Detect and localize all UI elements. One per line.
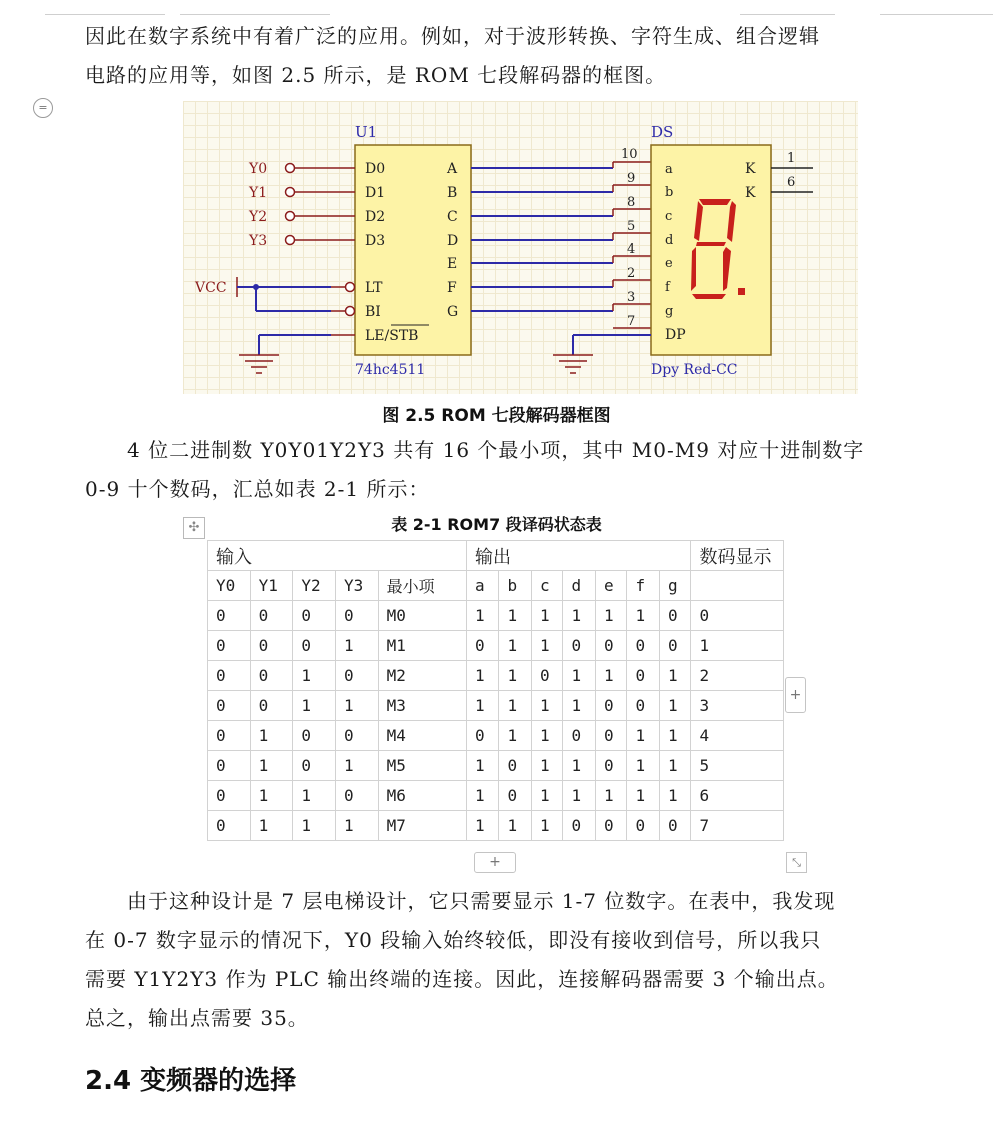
table-cell: 1 <box>499 811 532 841</box>
table-cell: M6 <box>378 781 466 811</box>
u1-pin-a: A <box>447 161 458 177</box>
ground-symbol-right <box>553 355 593 373</box>
u1-pin-lt: LT <box>365 280 383 296</box>
table-cell: 1 <box>563 751 596 781</box>
table-column-header: Y3 <box>335 571 378 601</box>
ds-pin-number: 7 <box>627 314 636 329</box>
table-cell: 1 <box>531 811 562 841</box>
table-cell: 1 <box>627 601 660 631</box>
table-cell: M0 <box>378 601 466 631</box>
paragraph-minterms <box>85 431 915 509</box>
add-column-button[interactable]: + <box>785 677 806 713</box>
u1-pin-d2: D2 <box>365 209 386 225</box>
table-cell: 1 <box>659 751 691 781</box>
table-cell: 0 <box>208 661 251 691</box>
table-column-header: d <box>563 571 596 601</box>
table-row <box>208 661 784 691</box>
table-cell: 0 <box>250 601 293 631</box>
table-cell: 0 <box>499 751 532 781</box>
table-row <box>208 781 784 811</box>
table-cell: 1 <box>293 811 336 841</box>
table-cell: 0 <box>466 721 499 751</box>
vcc-label: VCC <box>195 280 227 296</box>
figure-caption: 图 2.5 ROM 七段解码器框图 <box>382 406 611 426</box>
u1-pin-d1: D1 <box>365 185 386 201</box>
decoder-state-table <box>207 540 784 841</box>
u1-pin-g: G <box>447 304 459 320</box>
table-cell: M1 <box>378 631 466 661</box>
signal-label-y2: Y2 <box>249 209 268 225</box>
table-cell: 0 <box>531 661 562 691</box>
table-cell: 1 <box>499 601 532 631</box>
table-cell: 1 <box>595 781 626 811</box>
u1-pin-d3: D3 <box>365 233 386 249</box>
table-cell: 0 <box>293 751 336 781</box>
table-cell: 0 <box>250 631 293 661</box>
u1-pin-d0: D0 <box>365 161 386 177</box>
u1-pin-d: D <box>447 233 459 249</box>
table-cell: 0 <box>563 721 596 751</box>
table-group-header-row <box>208 541 784 571</box>
table-cell: 0 <box>208 631 251 661</box>
table-cell: 0 <box>563 811 596 841</box>
table-cell: 1 <box>250 721 293 751</box>
ds-pin-number: 8 <box>627 195 636 210</box>
table-cell: 1 <box>563 661 596 691</box>
table-row <box>208 691 784 721</box>
table-cell: 1 <box>595 661 626 691</box>
add-row-button[interactable]: + <box>474 852 516 873</box>
ds-pin-number: 9 <box>627 171 636 186</box>
table-cell: 1 <box>466 661 499 691</box>
margin-comment-icon[interactable]: = <box>33 98 53 118</box>
paragraph-line: 在 0-7 数字显示的情况下，Y0 段输入始终较低，即没有接收到信号，所以我只 <box>85 928 822 952</box>
group-header-output: 输出 <box>466 541 691 571</box>
table-cell: 1 <box>250 751 293 781</box>
paragraph-line: 因此在数字系统中有着广泛的应用。例如，对于波形转换、字符生成、组合逻辑 <box>85 24 820 48</box>
table-cell: 0 <box>627 631 660 661</box>
paragraph-line: 4 位二进制数 Y0Y01Y2Y3 共有 16 个最小项，其中 M0-M9 对应十进制数字 <box>127 438 865 462</box>
table-cell: M7 <box>378 811 466 841</box>
u1-pin-f: F <box>447 280 457 296</box>
table-cell: 1 <box>691 631 784 661</box>
group-header-input: 输入 <box>208 541 467 571</box>
ds-pin-dp: DP <box>665 327 686 343</box>
table-column-header: a <box>466 571 499 601</box>
ds-pin-g: g <box>665 304 674 319</box>
table-cell: 0 <box>293 721 336 751</box>
signal-label-y3: Y3 <box>249 233 268 249</box>
table-cell: 1 <box>531 601 562 631</box>
ds-ref-label: DS <box>651 123 674 141</box>
table-cell: 3 <box>691 691 784 721</box>
table-cell: 0 <box>208 751 251 781</box>
table-cell: 0 <box>627 661 660 691</box>
u1-pin-bi: BI <box>365 304 381 320</box>
table-row <box>208 721 784 751</box>
table-cell: 4 <box>691 721 784 751</box>
table-cell: 1 <box>659 721 691 751</box>
table-cell: 1 <box>627 781 660 811</box>
table-cell: 1 <box>250 781 293 811</box>
table-cell: 0 <box>335 781 378 811</box>
schematic-svg <box>183 101 858 394</box>
table-column-header <box>691 571 784 601</box>
ds-pin-number: 5 <box>627 219 636 234</box>
table-move-handle-icon[interactable]: ✣ <box>183 517 205 539</box>
table-cell: 1 <box>563 601 596 631</box>
ds-pin-e: e <box>665 256 673 271</box>
table-cell: 0 <box>208 781 251 811</box>
table-cell: 1 <box>499 721 532 751</box>
table-cell: 0 <box>250 691 293 721</box>
ds-k2-number: 6 <box>787 175 796 190</box>
table-cell: 1 <box>531 691 562 721</box>
table-cell: 1 <box>466 781 499 811</box>
ds-pin-number: 4 <box>627 242 636 257</box>
table-cell: 0 <box>659 601 691 631</box>
table-cell: 0 <box>595 721 626 751</box>
table-cell: 0 <box>499 781 532 811</box>
paragraph-conclusion <box>85 882 915 1038</box>
ds-pin-k2: K <box>745 185 756 201</box>
table-cell: 1 <box>627 751 660 781</box>
table-row <box>208 631 784 661</box>
ds-pin-number: 3 <box>627 290 636 305</box>
ds-pin-a: a <box>665 162 673 177</box>
table-column-header-row <box>208 571 784 601</box>
table-cell: 1 <box>466 811 499 841</box>
table-cell: 0 <box>627 691 660 721</box>
table-cell: 1 <box>293 661 336 691</box>
ground-symbol-left <box>239 355 279 373</box>
table-cell: 0 <box>335 601 378 631</box>
table-row <box>208 811 784 841</box>
paragraph-intro <box>85 17 915 95</box>
table-column-header: Y0 <box>208 571 251 601</box>
table-row <box>208 751 784 781</box>
u1-pin-b: B <box>447 185 458 201</box>
table-cell: 1 <box>531 751 562 781</box>
table-cell: 1 <box>659 661 691 691</box>
paragraph-line: 需要 Y1Y2Y3 作为 PLC 输出终端的连接。因此，连接解码器需要 3 个输出点。 <box>85 967 839 991</box>
table-cell: 1 <box>531 721 562 751</box>
table-cell: 0 <box>466 631 499 661</box>
table-column-header: b <box>499 571 532 601</box>
ds-pin-b: b <box>665 185 674 200</box>
table-cell: 0 <box>208 601 251 631</box>
table-cell: 1 <box>335 691 378 721</box>
table-cell: 1 <box>466 751 499 781</box>
table-column-header: 最小项 <box>378 571 466 601</box>
table-column-header: Y1 <box>250 571 293 601</box>
ds-pin-number: 10 <box>621 147 638 162</box>
group-header-display: 数码显示 <box>691 541 784 571</box>
table-cell: 0 <box>293 601 336 631</box>
table-column-header: f <box>627 571 660 601</box>
ds-pin-f: f <box>665 280 670 295</box>
table-cell: 1 <box>335 811 378 841</box>
table-cell: 0 <box>208 691 251 721</box>
ds-pin-number: 2 <box>627 266 636 281</box>
table-cell: 1 <box>531 781 562 811</box>
table-cell: 0 <box>250 661 293 691</box>
table-cell: 6 <box>691 781 784 811</box>
table-column-header: e <box>595 571 626 601</box>
paragraph-line: 电路的应用等，如图 2.5 所示，是 ROM 七段解码器的框图。 <box>85 63 667 87</box>
table-cell: 0 <box>595 631 626 661</box>
table-cell: 0 <box>208 721 251 751</box>
table-cell: 1 <box>335 751 378 781</box>
section-heading: 2.4 变频器的选择 <box>85 1066 297 1096</box>
u1-pin-e: E <box>447 256 458 272</box>
table-cell: 1 <box>595 601 626 631</box>
table-cell: 1 <box>499 691 532 721</box>
table-resize-handle-icon[interactable]: ⤡ <box>786 852 807 873</box>
ds-pin-k1: K <box>745 161 756 177</box>
table-cell: 0 <box>627 811 660 841</box>
table-cell: 1 <box>531 631 562 661</box>
table-cell: M3 <box>378 691 466 721</box>
table-cell: 0 <box>335 661 378 691</box>
table-cell: M5 <box>378 751 466 781</box>
signal-label-y0: Y0 <box>249 161 268 177</box>
paragraph-line: 由于这种设计是 7 层电梯设计，它只需要显示 1-7 位数字。在表中，我发现 <box>127 889 836 913</box>
ds-pin-d: d <box>665 233 674 248</box>
u1-pin-lestb: LE/STB <box>365 328 419 344</box>
ds-k1-number: 1 <box>787 151 796 166</box>
signal-label-y1: Y1 <box>249 185 268 201</box>
table-cell: 1 <box>563 781 596 811</box>
ds-pin-c: c <box>665 209 673 224</box>
table-cell: 0 <box>595 811 626 841</box>
table-column-header: g <box>659 571 691 601</box>
table-cell: M4 <box>378 721 466 751</box>
table-cell: 1 <box>250 811 293 841</box>
paragraph-line: 总之，输出点需要 35。 <box>85 1006 309 1030</box>
table-cell: 1 <box>659 781 691 811</box>
u1-ref-label: U1 <box>355 123 378 141</box>
table-cell: 0 <box>335 721 378 751</box>
table-cell: 0 <box>563 631 596 661</box>
table-cell: 0 <box>595 691 626 721</box>
table-cell: 0 <box>595 751 626 781</box>
table-cell: 1 <box>335 631 378 661</box>
decoder-schematic-figure <box>183 101 858 394</box>
decoder-wires <box>471 168 613 311</box>
table-cell: 0 <box>659 631 691 661</box>
table-row <box>208 601 784 631</box>
table-column-header: Y2 <box>293 571 336 601</box>
u1-part-label: 74hc4511 <box>355 362 426 378</box>
table-caption: 表 2-1 ROM7 段译码状态表 <box>391 515 602 534</box>
table-cell: 1 <box>563 691 596 721</box>
table-cell: 1 <box>499 631 532 661</box>
table-cell: 1 <box>466 601 499 631</box>
table-cell: 1 <box>466 691 499 721</box>
digit-glyph: 8. <box>183 101 184 102</box>
u1-pin-c: C <box>447 209 458 225</box>
ds-part-label: Dpy Red-CC <box>651 362 738 378</box>
table-column-header: c <box>531 571 562 601</box>
table-cell: 1 <box>499 661 532 691</box>
table-cell: 0 <box>659 811 691 841</box>
table-cell: 0 <box>691 601 784 631</box>
table-cell: 1 <box>659 691 691 721</box>
table-cell: M2 <box>378 661 466 691</box>
paragraph-line: 0-9 十个数码，汇总如表 2-1 所示： <box>85 477 430 501</box>
table-cell: 7 <box>691 811 784 841</box>
table-cell: 5 <box>691 751 784 781</box>
table-cell: 1 <box>293 781 336 811</box>
table-cell: 2 <box>691 661 784 691</box>
table-cell: 1 <box>293 691 336 721</box>
table-cell: 0 <box>293 631 336 661</box>
table-cell: 0 <box>208 811 251 841</box>
table-cell: 1 <box>627 721 660 751</box>
